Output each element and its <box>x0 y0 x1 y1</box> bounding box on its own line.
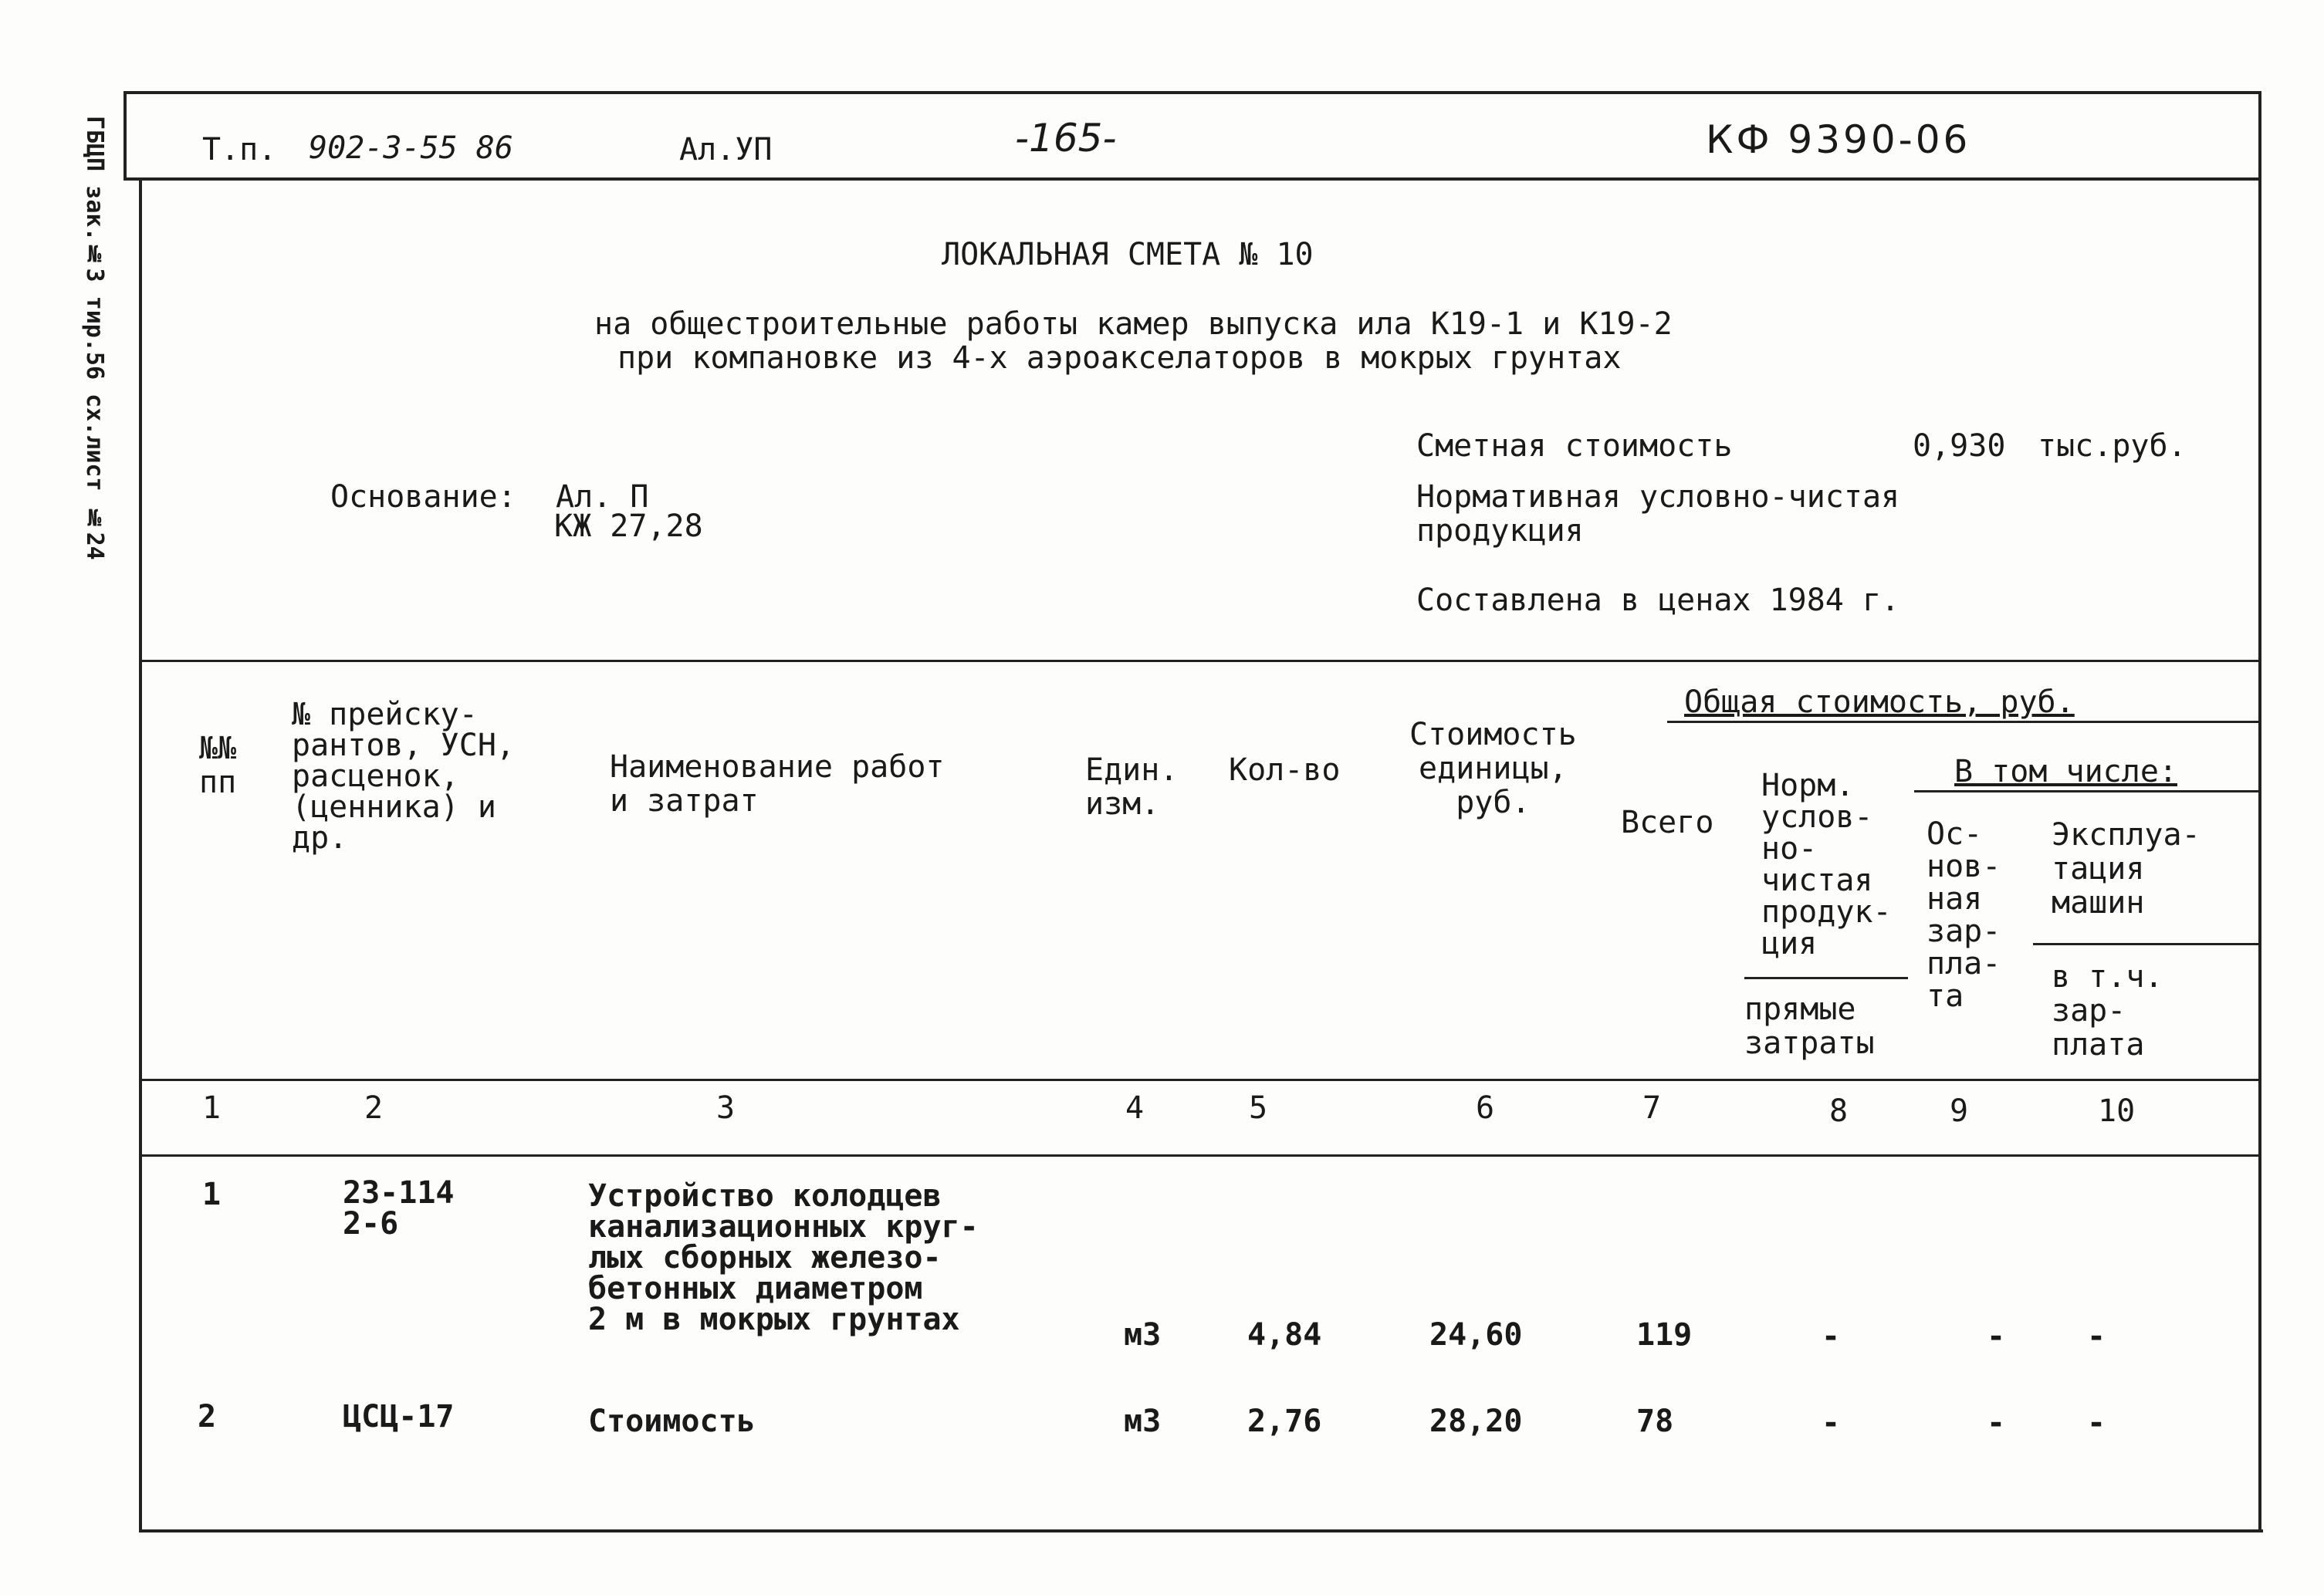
row-quantity: 2,76 <box>1247 1404 1322 1439</box>
row-quantity: 4,84 <box>1247 1317 1322 1353</box>
header-col-8-top: Норм. услов- но- чистая продук- ция <box>1761 768 1892 961</box>
header-col-10-bottom: в т.ч. зар- плата <box>2052 959 2163 1063</box>
row-unit: м3 <box>1124 1404 1162 1439</box>
header-col-2: № прейску- рантов, УСН, расценок, (ценника) и др. <box>292 697 515 856</box>
row-direct-costs: - <box>1822 1405 1841 1441</box>
header-col-8-bottom: прямые затраты <box>1744 992 1875 1061</box>
row-machine-operation: - <box>2087 1405 2106 1441</box>
row-total: 119 <box>1636 1317 1693 1353</box>
column-number: 5 <box>1249 1090 1268 1126</box>
estimated-cost-unit: тыс.руб. <box>2038 428 2187 464</box>
row-name: Стоимость <box>588 1404 756 1439</box>
column-number: 2 <box>364 1090 384 1126</box>
row-unit: м3 <box>1124 1317 1162 1353</box>
column-number: 3 <box>716 1090 736 1126</box>
column-number: 9 <box>1950 1093 1969 1129</box>
header-col-7: Всего <box>1621 805 1714 840</box>
row-code: ЦСЦ-17 <box>343 1399 455 1434</box>
row-base-salary: - <box>1987 1319 2006 1354</box>
column-number: 6 <box>1476 1090 1495 1126</box>
tp-label: Т.п. <box>202 132 277 167</box>
header-col-6: Стоимость единицы, руб. <box>1409 717 1577 820</box>
column-number: 1 <box>202 1090 222 1126</box>
header-col-3: Наименование работ и затрат <box>610 749 945 819</box>
document-code: КФ 9390-06 <box>1706 117 1971 162</box>
header-including-group: В том числе: <box>1954 754 2177 789</box>
header-col-1: №№ пп <box>199 731 237 800</box>
column-number: 8 <box>1829 1093 1849 1129</box>
row-number: 1 <box>202 1177 222 1212</box>
album-label: Ал.УП <box>679 132 773 167</box>
prices-basis-label: Составлена в ценах 1984 г. <box>1416 583 1900 618</box>
header-col-9: Ос- нов- ная зар- пла- та <box>1927 816 2001 1014</box>
header-col-10-top: Эксплуа- тация машин <box>2052 817 2201 921</box>
header-col-4: Един. изм. <box>1085 752 1179 822</box>
row-unit-cost: 24,60 <box>1429 1317 1523 1353</box>
estimated-cost-value: 0,930 <box>1913 428 2006 464</box>
document-subtitle-1: на общестроительные работы камер выпуска ила К19-1 и К19-2 <box>594 306 1673 342</box>
basis-label: Основание: <box>330 479 516 515</box>
document-title: ЛОКАЛЬНАЯ СМЕТА № 10 <box>942 237 1314 272</box>
tp-number: 902-3-55 86 <box>309 130 513 166</box>
row-number: 2 <box>198 1399 217 1434</box>
row-direct-costs: - <box>1822 1319 1841 1354</box>
row-unit-cost: 28,20 <box>1429 1404 1523 1439</box>
row-base-salary: - <box>1987 1405 2006 1441</box>
column-number: 7 <box>1642 1090 1662 1126</box>
row-code: 23-114 2-6 <box>343 1175 455 1242</box>
page-number: -165- <box>1015 116 1117 161</box>
basis-value-1: Ал. П <box>556 479 649 515</box>
row-machine-operation: - <box>2087 1319 2106 1354</box>
estimated-cost-label: Сметная стоимость <box>1416 428 1733 464</box>
row-total: 78 <box>1636 1404 1674 1439</box>
header-total-group: Общая стоимость, руб. <box>1684 684 2075 720</box>
side-stamp: ГБЦП зак.№3 тир.56 сх.лист №24 <box>81 116 108 560</box>
header-col-5: Кол-во <box>1229 752 1341 788</box>
column-number: 4 <box>1125 1090 1145 1126</box>
column-number: 10 <box>2098 1093 2136 1129</box>
basis-value-2: КЖ 27,28 <box>554 509 703 544</box>
row-name: Устройство колодцев канализационных круг- лых сборных железо- бетонных диаметром 2 м в мокрых грунтах <box>588 1178 979 1337</box>
normative-product-label: Нормативная условно-чистая продукция <box>1416 479 1900 549</box>
document-subtitle-2: при компановке из 4-х аэроакселаторов в мокрых грунтах <box>617 340 1622 376</box>
